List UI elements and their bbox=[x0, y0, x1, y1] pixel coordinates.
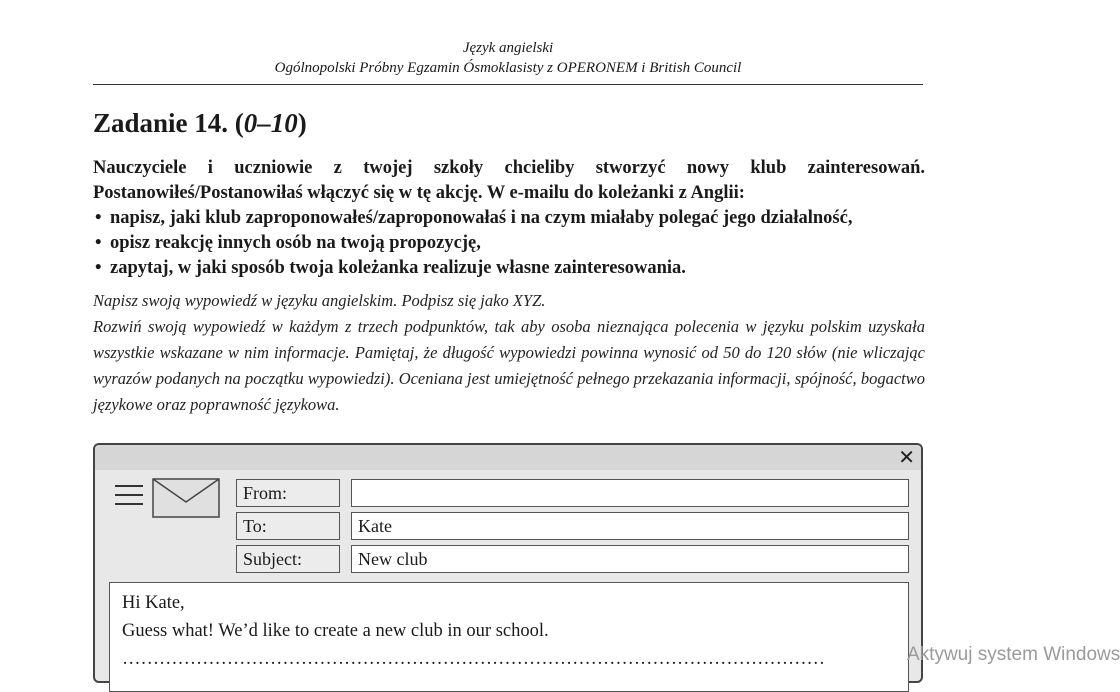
menu-line bbox=[115, 485, 143, 487]
to-field[interactable]: Kate bbox=[351, 512, 909, 540]
from-field[interactable] bbox=[351, 479, 909, 507]
header-exam-name: Ogólnopolski Próbny Egzamin Ósmoklasisty z OPERONEM i British Council bbox=[274, 60, 742, 76]
bullet-symbol: • bbox=[95, 208, 102, 228]
close-icon[interactable]: ✕ bbox=[898, 445, 915, 469]
task-title-prefix: Zadanie 14. ( bbox=[93, 108, 244, 138]
instructions-bullet-list bbox=[93, 206, 925, 281]
task-title bbox=[93, 106, 307, 140]
email-window bbox=[93, 443, 923, 683]
subject-field[interactable]: New club bbox=[351, 545, 909, 573]
email-opening-line: Guess what! We’d like to create a new club in our school. bbox=[122, 621, 549, 641]
notes-signature-rule: Napisz swoją wypowiedź w języku angielskim. Podpisz się jako XYZ. bbox=[93, 291, 546, 310]
notes-grading-rules: Rozwiń swoją wypowiedź w każdym z trzech podpunktów, tak aby osoba nieznająca polecenia w języku polskim uzyskała wszystkie wskazane w nim informacje. Pamiętaj, że długość wypowiedzi powinna wynosić od 50 do 120 słów (nie wliczając wyrazów podanych na początku wypowiedzi). Oceniana jest umiejętność pełnego przekazania informacji, spójność, bogactwo językowe oraz poprawność językowa. bbox=[93, 317, 925, 414]
task-instructions bbox=[93, 156, 925, 281]
bullet-symbol: • bbox=[95, 258, 102, 278]
header-divider bbox=[93, 84, 923, 85]
to-label: To: bbox=[236, 512, 340, 540]
task-notes bbox=[93, 288, 925, 418]
bullet-text: zapytaj, w jaki sposób twoja koleżanka realizuje własne zainteresowania. bbox=[110, 258, 686, 278]
windows-activation-watermark: Aktywuj system Windows bbox=[907, 644, 1120, 665]
instructions-bullet bbox=[93, 231, 925, 256]
email-title-bar bbox=[95, 445, 921, 470]
subject-label: Subject: bbox=[236, 545, 340, 573]
email-answer-line: …………………………………………………………………………………………………… bbox=[122, 649, 825, 669]
header-subject: Język angielski bbox=[462, 40, 554, 56]
bullet-text: napisz, jaki klub zaproponowałeś/zaproponowałaś i na czym miałaby polegać jego działalność, bbox=[110, 208, 853, 228]
instructions-bullet bbox=[93, 206, 925, 231]
bullet-text: opisz reakcję innych osób na twoją propozycję, bbox=[110, 233, 481, 253]
menu-line bbox=[115, 503, 143, 505]
instructions-bullet bbox=[93, 256, 925, 281]
bullet-symbol: • bbox=[95, 233, 102, 253]
task-points: 0–10 bbox=[243, 108, 298, 138]
hamburger-menu-icon[interactable] bbox=[115, 481, 143, 509]
envelope-icon bbox=[152, 478, 220, 518]
instructions-intro: Nauczyciele i uczniowie z twojej szkoły chcieliby stworzyć nowy klub zainteresowań. Postanowiłeś/Postanowiłaś włączyć się w tę akcję. W e-mailu do koleżanki z Anglii: bbox=[93, 158, 925, 203]
email-greeting: Hi Kate, bbox=[122, 593, 185, 613]
menu-line bbox=[115, 494, 143, 496]
header-text bbox=[93, 38, 923, 78]
from-label: From: bbox=[236, 479, 340, 507]
task-title-suffix: ) bbox=[297, 108, 307, 138]
email-body[interactable] bbox=[109, 582, 909, 692]
